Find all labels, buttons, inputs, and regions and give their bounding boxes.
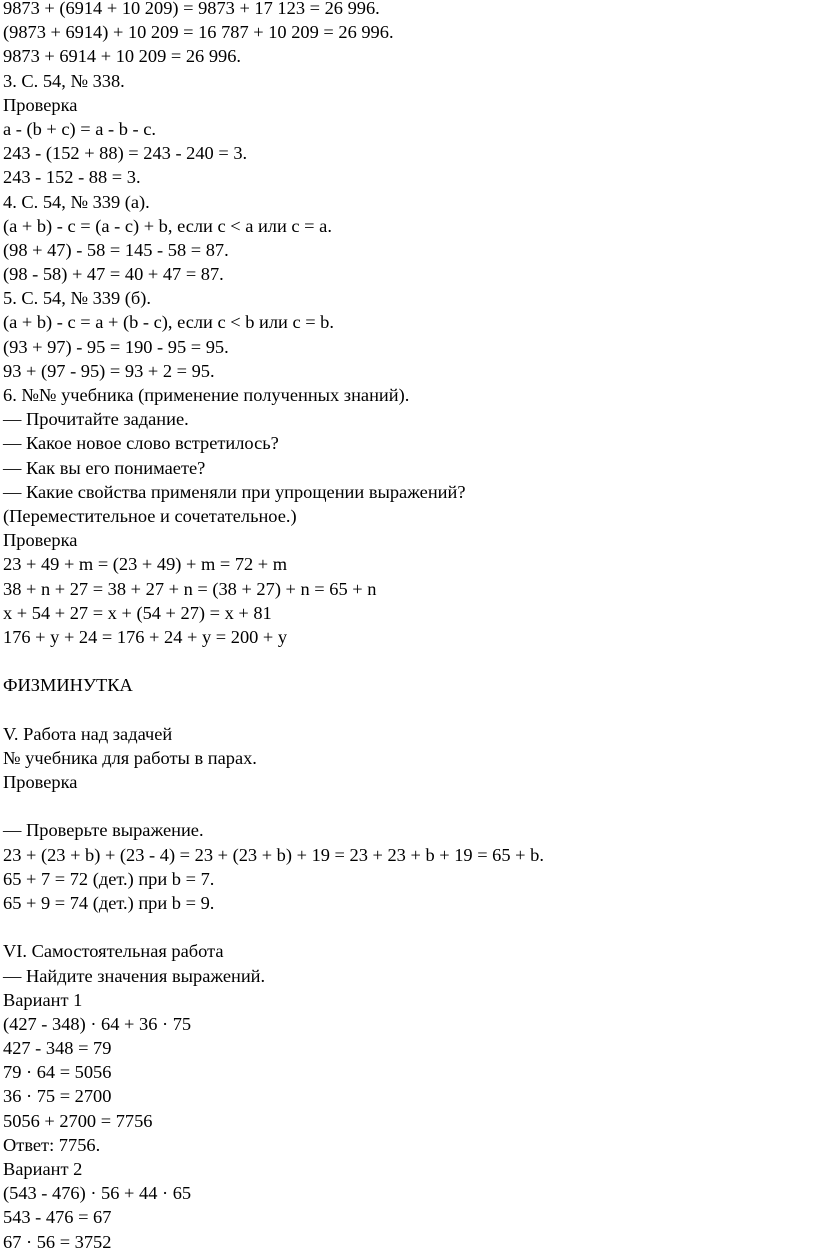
text-line: Вариант 1	[3, 989, 83, 1010]
text-line: ФИЗМИНУТКА	[3, 675, 133, 696]
blank-line	[3, 697, 813, 721]
text-line: (98 - 58) + 47 = 40 + 47 = 87.	[3, 264, 224, 285]
text-line: 5. С. 54, № 339 (б).	[3, 288, 151, 309]
text-line: (Переместительное и сочетательное.)	[3, 505, 297, 526]
text-line: 9873 + (6914 + 10 209) = 9873 + 17 123 = 26 996.	[3, 0, 380, 18]
text-line: Вариант 2	[3, 1159, 83, 1179]
text-line: — Как вы его понимаете?	[3, 457, 206, 478]
text-line: 38 + n + 27 = 38 + 27 + n = (38 + 27) + n = 65 + n	[3, 578, 377, 599]
text-line: 93 + (97 - 95) = 93 + 2 = 95.	[3, 360, 215, 381]
text-line: 4. С. 54, № 339 (а).	[3, 191, 150, 212]
text-line: 543 - 476 = 67	[3, 1207, 112, 1228]
text-line: Проверка	[3, 772, 78, 792]
text-line: 65 + 9 = 74 (дет.) при b = 9.	[3, 892, 215, 913]
text-line: (a + b) - c = (a - c) + b, если c < a или c = a.	[3, 215, 332, 236]
text-line: V. Работа над задачей	[3, 723, 173, 744]
blank-line	[3, 794, 813, 818]
text-line: 5056 + 2700 = 7756	[3, 1110, 153, 1131]
text-line: (9873 + 6914) + 10 209 = 16 787 + 10 209 = 26 996.	[3, 22, 394, 43]
text-line: 79 · 64 = 5056	[3, 1062, 112, 1083]
text-line: № учебника для работы в парах.	[3, 747, 257, 768]
text-line: 36 · 75 = 2700	[3, 1086, 112, 1107]
text-line: 427 - 348 = 79	[3, 1038, 112, 1059]
text-line: (427 - 348) · 64 + 36 · 75	[3, 1013, 192, 1034]
blank-line	[3, 649, 813, 673]
text-line: 65 + 7 = 72 (дет.) при b = 7.	[3, 868, 215, 889]
text-line: 67 · 56 = 3752	[3, 1231, 112, 1252]
text-line: (98 + 47) - 58 = 145 - 58 = 87.	[3, 239, 229, 260]
text-line: — Какие свойства применяли при упрощении выражений?	[3, 481, 466, 502]
text-line: 23 + (23 + b) + (23 - 4) = 23 + (23 + b) + 19 = 23 + 23 + b + 19 = 65 + b.	[3, 844, 544, 865]
text-line: 3. С. 54, № 338.	[3, 70, 125, 91]
text-line: Проверка	[3, 94, 78, 115]
blank-line	[3, 915, 813, 939]
text-line: Проверка	[3, 530, 78, 551]
text-line: — Прочитайте задание.	[3, 409, 189, 430]
text-line: a - (b + c) = a - b - c.	[3, 118, 156, 139]
text-line: 23 + 49 + m = (23 + 49) + m = 72 + m	[3, 554, 288, 575]
text-line: 9873 + 6914 + 10 209 = 26 996.	[3, 46, 242, 67]
text-line: Ответ: 7756.	[3, 1134, 101, 1155]
text-line: (a + b) - c = a + (b - c), если c < b или c = b.	[3, 312, 334, 333]
text-line: 243 - 152 - 88 = 3.	[3, 167, 141, 188]
text-line: (543 - 476) · 56 + 44 · 65	[3, 1183, 192, 1204]
text-line: VI. Самостоятельная работа	[3, 941, 224, 962]
text-line: x + 54 + 27 = x + (54 + 27) = x + 81	[3, 602, 272, 623]
text-line: 176 + y + 24 = 176 + 24 + y = 200 + y	[3, 626, 288, 647]
text-line: — Проверьте выражение.	[3, 820, 204, 841]
document-page	[3, 0, 813, 1254]
text-line: (93 + 97) - 95 = 190 - 95 = 95.	[3, 336, 229, 357]
text-line: — Какое новое слово встретилось?	[3, 433, 279, 454]
text-line: — Найдите значения выражений.	[3, 965, 266, 986]
text-line: 6. №№ учебника (применение полученных знаний).	[3, 385, 410, 405]
text-line: 243 - (152 + 88) = 243 - 240 = 3.	[3, 143, 248, 164]
